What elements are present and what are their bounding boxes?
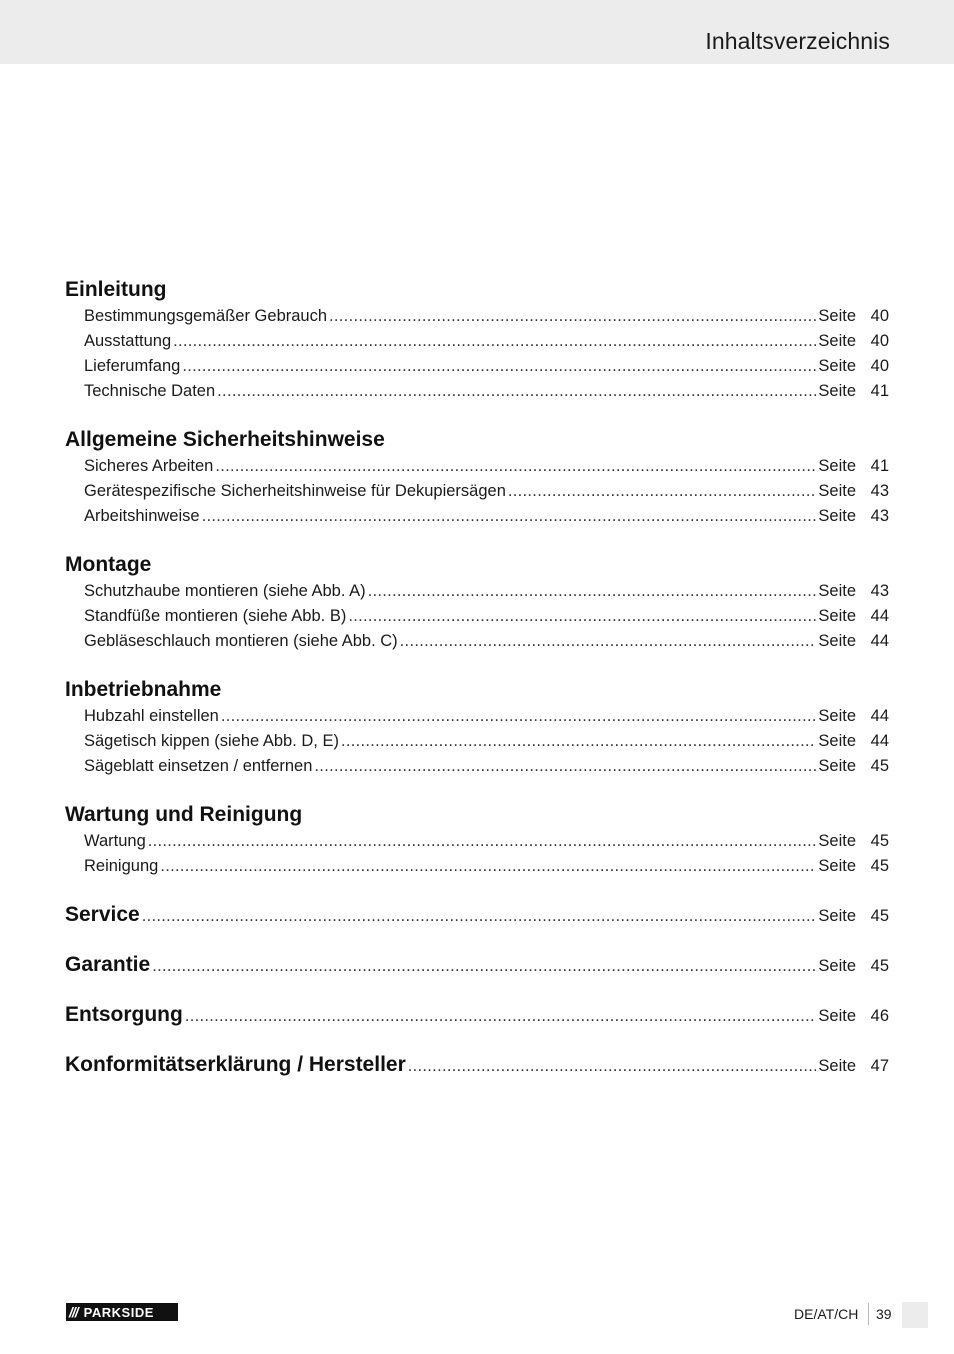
entry-label: Arbeitshinweise (84, 507, 200, 525)
entry-page-number: 43 (870, 482, 889, 500)
brand-name: PARKSIDE (83, 1304, 154, 1320)
section-entries (65, 704, 889, 779)
seite-label: Seite (818, 1057, 856, 1075)
entry-page-number: 44 (870, 607, 889, 625)
entry-label: Lieferumfang (84, 357, 181, 375)
section-entries (65, 304, 889, 404)
entry-label: Sicheres Arbeiten (84, 457, 214, 475)
dot-leader (217, 379, 816, 404)
toc-entry[interactable] (84, 579, 889, 604)
section-heading[interactable]: Montage (65, 553, 152, 576)
header-band (0, 0, 954, 64)
section-entries (65, 454, 889, 529)
dot-leader (408, 1052, 817, 1080)
entry-page-number: 44 (870, 732, 889, 750)
toc-section-montage (65, 551, 889, 654)
entry-page-number: 45 (870, 957, 889, 975)
dot-leader (173, 329, 816, 354)
toc-solo-konformitaet[interactable] (65, 1051, 889, 1079)
entry-page-number: 40 (870, 307, 889, 325)
toc-entry[interactable] (84, 354, 889, 379)
section-heading[interactable]: Allgemeine Sicherheitshinweise (65, 428, 385, 451)
toc-solo-entsorgung[interactable] (65, 1001, 889, 1029)
section-heading: Garantie (65, 953, 151, 976)
entry-page-number: 46 (870, 1007, 889, 1025)
entry-label: Hubzahl einstellen (84, 707, 219, 725)
dot-leader (400, 629, 817, 654)
entry-label: Wartung (84, 832, 146, 850)
seite-label: Seite (818, 332, 856, 350)
section-heading: Service (65, 903, 140, 926)
toc-solo-garantie[interactable] (65, 951, 889, 979)
section-heading: Konformitätserklärung / Hersteller (65, 1053, 406, 1076)
seite-label: Seite (818, 832, 856, 850)
seite-label: Seite (818, 582, 856, 600)
toc-section-einleitung (65, 276, 889, 404)
section-heading[interactable]: Inbetriebnahme (65, 678, 222, 701)
page-title: Inhaltsverzeichnis (705, 28, 890, 54)
seite-label: Seite (818, 1007, 856, 1025)
toc-entry[interactable] (84, 854, 889, 879)
section-entries (65, 579, 889, 654)
seite-label: Seite (818, 632, 856, 650)
parkside-logo (66, 1303, 178, 1321)
entry-page-number: 45 (870, 832, 889, 850)
dot-leader (348, 604, 816, 629)
section-heading[interactable]: Wartung und Reinigung (65, 803, 303, 826)
toc-entry[interactable] (84, 704, 889, 729)
entry-label: Gerätespezifische Sicherheitshinweise für Dekupiersägen (84, 482, 506, 500)
toc-section-inbetriebnahme (65, 676, 889, 779)
toc-entry[interactable] (84, 454, 889, 479)
dot-leader (202, 504, 817, 529)
seite-label: Seite (818, 857, 856, 875)
entry-page-number: 45 (870, 857, 889, 875)
entry-page-number: 43 (870, 582, 889, 600)
dot-leader (508, 479, 817, 504)
entry-page-number: 41 (870, 457, 889, 475)
dot-leader (341, 729, 816, 754)
entry-page-number: 40 (870, 332, 889, 350)
entry-page-number: 47 (870, 1057, 889, 1075)
toc-entry[interactable] (84, 829, 889, 854)
dot-leader (221, 704, 817, 729)
entry-page-number: 43 (870, 507, 889, 525)
entry-page-number: 41 (870, 382, 889, 400)
seite-label: Seite (818, 457, 856, 475)
toc-section-wartung (65, 801, 889, 879)
entry-page-number: 40 (870, 357, 889, 375)
entry-label: Bestimmungsgemäßer Gebrauch (84, 307, 328, 325)
toc-entry[interactable] (84, 479, 889, 504)
page-tab-marker (902, 1302, 928, 1328)
toc-entry[interactable] (84, 329, 889, 354)
toc-entry[interactable] (84, 304, 889, 329)
toc-entry[interactable] (84, 754, 889, 779)
dot-leader (215, 454, 816, 479)
dot-leader (314, 754, 816, 779)
entry-label: Standfüße montieren (siehe Abb. B) (84, 607, 347, 625)
entry-label: Sägeblatt einsetzen / entfernen (84, 757, 313, 775)
entry-label: Technische Daten (84, 382, 216, 400)
toc-entry[interactable] (84, 604, 889, 629)
seite-label: Seite (818, 482, 856, 500)
toc-entry[interactable] (84, 379, 889, 404)
seite-label: Seite (818, 507, 856, 525)
toc-section-sicherheitshinweise (65, 426, 889, 529)
dot-leader (368, 579, 817, 604)
seite-label: Seite (818, 382, 856, 400)
entry-label: Gebläseschlauch montieren (siehe Abb. C) (84, 632, 398, 650)
seite-label: Seite (818, 907, 856, 925)
seite-label: Seite (818, 607, 856, 625)
entry-label: Schutzhaube montieren (siehe Abb. A) (84, 582, 366, 600)
dot-leader (185, 1002, 817, 1030)
entry-label: Reinigung (84, 857, 159, 875)
seite-label: Seite (818, 757, 856, 775)
seite-label: Seite (818, 957, 856, 975)
dot-leader (160, 854, 816, 879)
entry-page-number: 45 (870, 907, 889, 925)
entry-label: Sägetisch kippen (siehe Abb. D, E) (84, 732, 339, 750)
dot-leader (142, 902, 817, 930)
toc-entry[interactable] (84, 504, 889, 529)
section-entries (65, 829, 889, 879)
seite-label: Seite (818, 307, 856, 325)
page-number: 39 (876, 1306, 892, 1322)
toc-entry[interactable] (84, 629, 889, 654)
dot-leader (148, 829, 817, 854)
seite-label: Seite (818, 732, 856, 750)
footer-divider (868, 1303, 869, 1325)
dot-leader (152, 952, 816, 980)
entry-page-number: 44 (870, 632, 889, 650)
section-heading[interactable]: Einleitung (65, 278, 167, 301)
toc-solo-service[interactable] (65, 901, 889, 929)
seite-label: Seite (818, 707, 856, 725)
region-code: DE/AT/CH (794, 1306, 859, 1322)
seite-label: Seite (818, 357, 856, 375)
dot-leader (182, 354, 816, 379)
dot-leader (329, 304, 816, 329)
logo-stripes-icon: /// (69, 1304, 78, 1320)
table-of-contents (65, 276, 889, 1101)
section-heading: Entsorgung (65, 1003, 183, 1026)
entry-page-number: 45 (870, 757, 889, 775)
entry-label: Ausstattung (84, 332, 172, 350)
entry-page-number: 44 (870, 707, 889, 725)
toc-entry[interactable] (84, 729, 889, 754)
